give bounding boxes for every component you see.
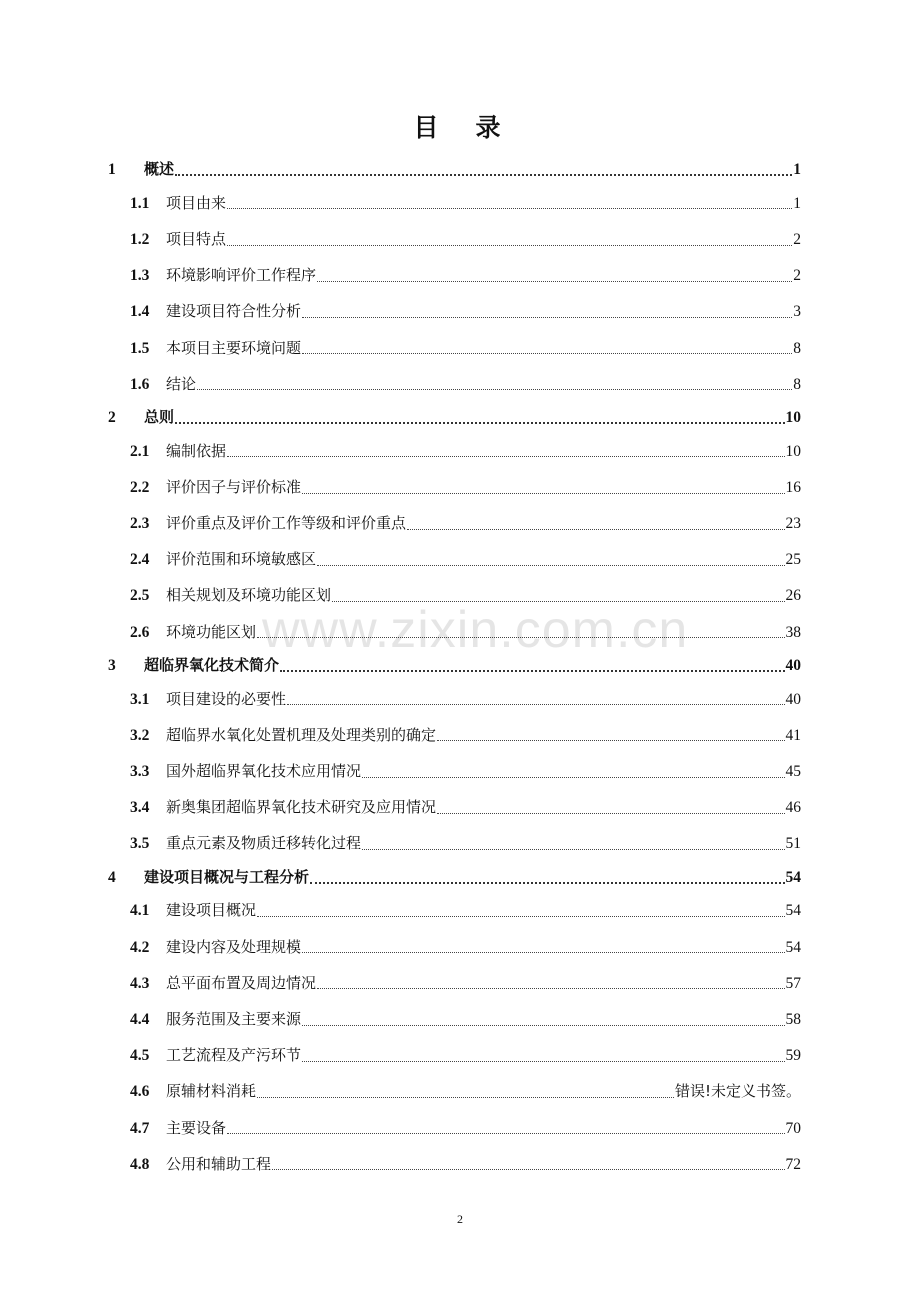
toc-section-entry[interactable] (108, 1073, 801, 1109)
toc-dot-leader (362, 777, 784, 778)
toc-entry-page: 2 (793, 267, 801, 285)
toc-entry-label: 结论 (166, 374, 197, 393)
toc-section-entry[interactable] (108, 185, 801, 221)
toc-section-entry[interactable] (108, 1110, 801, 1146)
toc-dot-leader (302, 493, 784, 494)
toc-dot-leader (197, 389, 792, 390)
toc-entry-number: 4.7 (130, 1119, 150, 1137)
toc-dot-leader (272, 1169, 784, 1170)
toc-entry-page: 10 (785, 442, 801, 460)
toc-section-entry[interactable] (108, 717, 801, 753)
toc-dot-leader (437, 740, 784, 741)
toc-entry-page: 40 (785, 656, 801, 674)
toc-dot-leader (227, 456, 784, 457)
toc-entry-number: 1.1 (130, 194, 150, 212)
toc-entry-number: 1.6 (130, 375, 150, 393)
toc-entry-label: 工艺流程及产污环节 (166, 1046, 302, 1065)
toc-entry-label: 建设内容及处理规模 (166, 937, 302, 956)
toc-dot-leader (317, 281, 792, 282)
watermark: www.zixin.com.cn (262, 601, 689, 659)
toc-entry-label: 项目由来 (166, 193, 227, 212)
toc-section-entry[interactable] (108, 1001, 801, 1037)
toc-entry-number: 3.3 (130, 763, 150, 781)
toc-dot-leader (332, 601, 784, 602)
toc-entry-number: 2.2 (130, 478, 150, 496)
toc-dot-leader (257, 916, 784, 917)
toc-entry-label: 超临界氧化技术简介 (144, 655, 280, 674)
toc-entry-label: 评价范围和环境敏感区 (166, 550, 317, 569)
toc-entry-number: 3.5 (130, 835, 150, 853)
toc-section-entry[interactable] (108, 293, 801, 329)
toc-entry-number: 3 (108, 656, 116, 674)
toc-entry-page: 54 (785, 868, 801, 886)
toc-entry-label: 概述 (144, 160, 175, 178)
toc-dot-leader (302, 317, 792, 318)
toc-section-entry[interactable] (108, 789, 801, 825)
toc-entry-label: 项目建设的必要性 (166, 689, 287, 708)
toc-section-entry[interactable] (108, 469, 801, 505)
toc-dot-leader (362, 849, 784, 850)
toc-dot-leader (302, 353, 792, 354)
toc-dot-leader (175, 422, 784, 424)
toc-dot-leader (287, 704, 784, 705)
toc-entry-number: 1 (108, 161, 116, 178)
toc-dot-leader (257, 1097, 674, 1098)
toc-entry-page: 8 (793, 375, 801, 393)
toc-section-entry[interactable] (108, 681, 801, 717)
toc-entry-number: 1.4 (130, 303, 150, 321)
toc-entry-label: 总则 (144, 407, 175, 426)
toc-section-entry[interactable] (108, 505, 801, 541)
toc-dot-leader (257, 637, 784, 638)
toc-entry-number: 4.3 (130, 974, 150, 992)
toc-dot-leader (280, 670, 784, 672)
toc-section-entry[interactable] (108, 929, 801, 965)
toc-entry-number: 2.5 (130, 587, 150, 605)
toc-section-entry[interactable] (108, 753, 801, 789)
toc-entry-page: 51 (785, 835, 801, 853)
toc-entry-label: 项目特点 (166, 229, 227, 248)
toc-entry-label: 建设项目概况 (166, 901, 257, 920)
toc-entry-number: 2.3 (130, 515, 150, 533)
toc-entry-label: 建设项目符合性分析 (166, 302, 302, 321)
toc-entry-page: 23 (785, 515, 801, 533)
toc-entry-page: 25 (785, 551, 801, 569)
toc-entry-number: 2.1 (130, 442, 150, 460)
toc-entry-page: 45 (785, 763, 801, 781)
toc-entry-number: 4 (108, 868, 116, 886)
toc-entry-label: 评价重点及评价工作等级和评价重点 (166, 514, 407, 533)
toc-dot-leader (407, 529, 784, 530)
toc-dot-leader (302, 1025, 784, 1026)
toc-section-entry[interactable] (108, 577, 801, 613)
toc-entry-page: 41 (785, 726, 801, 744)
toc-entry-page: 54 (785, 902, 801, 920)
toc-entry-number: 1.5 (130, 339, 150, 357)
toc-entry-label: 相关规划及环境功能区划 (166, 586, 332, 605)
toc-dot-leader (227, 208, 792, 209)
toc-entry-page: 26 (785, 587, 801, 605)
page-number: 2 (457, 1212, 463, 1226)
toc-chapter-entry[interactable] (108, 402, 801, 433)
toc-entry-label: 国外超临界氧化技术应用情况 (166, 762, 362, 781)
toc-entry-number: 4.2 (130, 938, 150, 956)
toc-entry-label: 新奥集团超临界氧化技术研究及应用情况 (166, 798, 437, 817)
toc-entry-label: 服务范围及主要来源 (166, 1009, 302, 1028)
toc-entry-number: 1.2 (130, 230, 150, 248)
toc-entry-label: 原辅材料消耗 (166, 1082, 257, 1101)
toc-entry-number: 4.5 (130, 1047, 150, 1065)
toc-entry-page: 2 (793, 230, 801, 248)
toc-dot-leader (310, 882, 784, 884)
toc-entry-page: 38 (785, 623, 801, 641)
toc-entry-page: 1 (793, 161, 801, 178)
toc-entry-label: 重点元素及物质迁移转化过程 (166, 834, 362, 853)
toc-dot-leader (317, 565, 784, 566)
toc-entry-number: 4.6 (130, 1083, 150, 1101)
toc-entry-page: 10 (785, 408, 801, 426)
toc-entry-label: 本项目主要环境问题 (166, 338, 302, 357)
toc-entry-label: 编制依据 (166, 441, 227, 460)
toc-section-entry[interactable] (108, 892, 801, 928)
toc-entry-page: 16 (785, 478, 801, 496)
toc-entry-label: 环境功能区划 (166, 622, 257, 641)
toc-entry-label: 建设项目概况与工程分析 (144, 867, 310, 886)
toc-entry-number: 1.3 (130, 267, 150, 285)
toc-entry-page: 40 (785, 690, 801, 708)
toc-entry-number: 3.4 (130, 799, 150, 817)
toc-entry-label: 超临界水氧化处置机理及处理类别的确定 (166, 725, 437, 744)
toc-chapter-entry[interactable] (108, 154, 801, 185)
toc-dot-leader (227, 245, 792, 246)
toc-section-entry[interactable] (108, 433, 801, 469)
toc-entry-number: 4.8 (130, 1155, 150, 1173)
toc-entry-page: 3 (793, 303, 801, 321)
toc-entry-page: 1 (793, 194, 801, 212)
toc-entry-label: 主要设备 (166, 1118, 227, 1137)
toc-entry-label: 评价因子与评价标准 (166, 477, 302, 496)
toc-section-entry[interactable] (108, 1146, 801, 1182)
toc-entry-page: 54 (785, 938, 801, 956)
table-of-contents (108, 154, 801, 1182)
toc-dot-leader (437, 813, 784, 814)
toc-entry-page: 错误!未定义书签。 (674, 1082, 801, 1101)
toc-section-entry[interactable] (108, 965, 801, 1001)
toc-section-entry[interactable] (108, 825, 801, 861)
toc-entry-label: 环境影响评价工作程序 (166, 266, 317, 285)
toc-entry-label: 公用和辅助工程 (166, 1154, 272, 1173)
toc-chapter-entry[interactable] (108, 650, 801, 681)
toc-title: 目 录 (413, 113, 507, 142)
toc-dot-leader (302, 952, 784, 953)
toc-section-entry[interactable] (108, 330, 801, 366)
toc-entry-page: 58 (785, 1010, 801, 1028)
toc-entry-page: 57 (785, 974, 801, 992)
toc-section-entry[interactable] (108, 1037, 801, 1073)
toc-entry-number: 4.1 (130, 902, 150, 920)
toc-entry-page: 59 (785, 1047, 801, 1065)
toc-entry-number: 2.4 (130, 551, 150, 569)
toc-entry-page: 8 (793, 339, 801, 357)
toc-entry-label: 总平面布置及周边情况 (166, 973, 317, 992)
toc-dot-leader (302, 1061, 784, 1062)
toc-chapter-entry[interactable] (108, 862, 801, 893)
toc-entry-number: 3.1 (130, 690, 150, 708)
toc-entry-page: 72 (785, 1155, 801, 1173)
toc-entry-number: 2.6 (130, 623, 150, 641)
toc-entry-number: 2 (108, 408, 116, 426)
toc-entry-number: 3.2 (130, 726, 150, 744)
toc-entry-page: 46 (785, 799, 801, 817)
toc-entry-number: 4.4 (130, 1010, 150, 1028)
toc-dot-leader (227, 1133, 784, 1134)
toc-section-entry[interactable] (108, 541, 801, 577)
toc-section-entry[interactable] (108, 257, 801, 293)
toc-section-entry[interactable] (108, 221, 801, 257)
toc-entry-page: 70 (785, 1119, 801, 1137)
toc-section-entry[interactable] (108, 614, 801, 650)
toc-dot-leader (175, 174, 792, 176)
toc-dot-leader (317, 988, 784, 989)
toc-section-entry[interactable] (108, 366, 801, 402)
